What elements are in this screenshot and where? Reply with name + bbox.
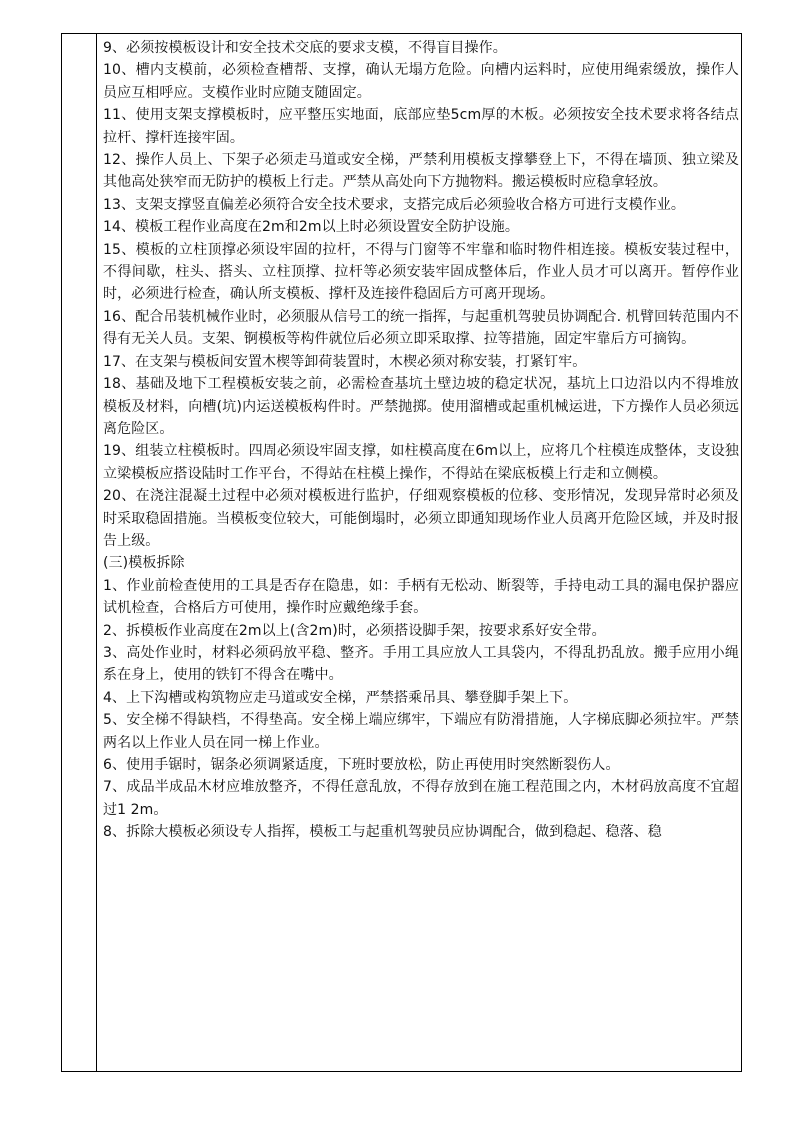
section-heading-formwork-removal: (三)模板拆除: [103, 555, 185, 572]
paragraph-item-15: 15、模板的立柱顶撑必须设牢固的拉杆，不得与门窗等不牢靠和临时物件相连接。模板安装过程中，不得间歇，柱头、搭头、立柱顶撑、拉杆等必须安装牢固成整体后，作业人员才可以离开。暂停作业时，必须进行检查，确认所支模板、撑杆及连接件稳固后方可离开现场。: [103, 241, 739, 303]
paragraph-item-18: 18、基础及地下工程模板安装之前，必需检查基坑土壁边坡的稳定状况，基坑上口边沿以内不得堆放模板及材料，向槽(坑)内运送模板构件时。严禁抛掷。使用溜槽或起重机械运进，下方操作人员必须远离危险区。: [103, 376, 739, 437]
paragraph-item-16: 16、配合吊装机械作业时，必须服从信号工的统一指挥，与起重机驾驶员协调配合. 机臂回转范围内不得有无关人员。支架、锕模板等构件就位后必须立即采取撑、拉等措施，固定牢靠后方可摘钩。: [103, 308, 739, 348]
paragraph-item-17: 17、在支架与模板间安置木楔等卸荷装置时，木楔必须对称安装，打紧钉牢。: [103, 353, 587, 370]
paragraph-item-14: 14、模板工程作业高度在2m和2m以上时必须设置安全防护设施。: [103, 219, 520, 236]
removal-item-4: 4、上下沟槽或构筑物应走马道或安全梯，严禁搭乘吊具、攀登脚手架上下。: [103, 689, 578, 706]
removal-item-7: 7、成品半成品木材应堆放整齐，不得任意乱放，不得存放到在施工程范围之内，木材码放高度不宜超过1 2m。: [103, 779, 739, 818]
removal-item-5: 5、安全梯不得缺档，不得垫高。安全梯上端应绑牢，下端应有防滑措施，人字梯底脚必须拉牢。严禁两名以上作业人员在同一梯上作业。: [103, 712, 739, 751]
paragraph-item-13: 13、支架支撑竖直偏差必须符合安全技术要求，支搭完成后必须验收合格方可进行支模作业。: [103, 196, 686, 213]
paragraph-item-12: 12、操作人员上、下架子必须走马道或安全梯，严禁利用模板支撑攀登上下，不得在墙顶、独立梁及其他高处狭窄而无防护的模板上行走。严禁从高处向下方抛物料。搬运模板时应稳拿轻放。: [103, 152, 739, 191]
removal-item-8: 8、拆除大模板必须设专人指挥，模板工与起重机驾驶员应协调配合，做到稳起、稳落、稳: [103, 824, 662, 841]
paragraph-item-19: 19、组装立柱模板时。四周必须设牢固支撑，如柱模高度在6m以上，应将几个柱模连成整体，支设独立梁模板应搭设陆时工作平台，不得站在柱模上操作，不得站在梁底板模上行走和立侧模。: [103, 443, 739, 482]
paragraph-item-20: 20、在浇注混凝土过程中必须对模板进行监护，仔细观察模板的位移、变形情况，发现异常时必须及时采取稳固措施。当模板变位较大，可能倒塌时，必须立即通知现场作业人员离开危险区域，并及时报告上级。: [103, 488, 739, 549]
paragraph-item-11: 11、使用支架支撑模板时，应平整压实地面，底部应垫5cm厚的木板。必须按安全技术要求将各结点拉杆、撑杆连接牢固。: [103, 107, 739, 146]
table-column-divider: [96, 33, 97, 1072]
paragraph-item-9: 9、必须按模板设计和安全技术交底的要求支模，不得盲目操作。: [103, 40, 507, 56]
removal-item-2: 2、拆模板作业高度在2m以上(含2m)时，必须搭设脚手架，按要求系好安全带。: [103, 622, 606, 639]
removal-item-6: 6、使用手锯时，锯条必须调紧适度，下班时要放松，防止再使用时突然断裂伤人。: [103, 757, 620, 773]
removal-item-1: 1、作业前检查使用的工具是否存在隐患，如：手柄有无松动、断裂等，手持电动工具的漏电保护器应试机检查，合格后方可使用，操作时应戴绝缘手套。: [103, 577, 739, 617]
paragraph-item-10: 10、槽内支模前，必须检查槽帮、支撑，确认无塌方危险。向槽内运料时，应使用绳索缓放，操作人员应互相呼应。支模作业时应随支随固定。: [103, 62, 739, 101]
removal-item-3: 3、高处作业时，材料必须码放平稳、整齐。手用工具应放人工具袋内，不得乱扔乱放。搬手应用小绳系在身上，使用的铁钉不得含在嘴中。: [103, 644, 739, 684]
document-body: [103, 37, 739, 1067]
